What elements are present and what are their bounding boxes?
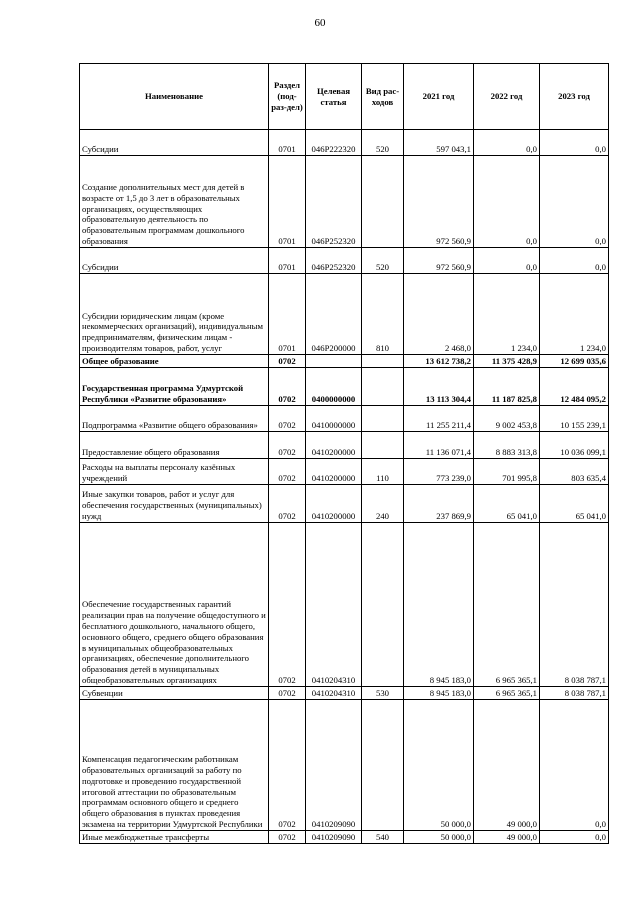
row-value-2023: 12 699 035,6 bbox=[540, 355, 609, 368]
row-value-2023: 10 155 239,1 bbox=[540, 406, 609, 432]
row-target: 046P200000 bbox=[306, 274, 362, 355]
row-value-2022: 8 883 313,8 bbox=[474, 432, 540, 459]
page-number: 60 bbox=[314, 17, 326, 29]
row-name bbox=[80, 700, 269, 831]
row-target: 046P252320 bbox=[306, 156, 362, 248]
row-name bbox=[80, 485, 269, 523]
row-kind: 530 bbox=[362, 687, 404, 700]
row-kind: 810 bbox=[362, 274, 404, 355]
row-value-2021: 50 000,0 bbox=[404, 831, 474, 844]
row-value-2021: 13 113 304,4 bbox=[404, 368, 474, 406]
row-target: 0410204310 bbox=[306, 523, 362, 687]
row-target: 0410000000 bbox=[306, 406, 362, 432]
row-value-2022: 0,0 bbox=[474, 130, 540, 156]
row-name bbox=[80, 406, 269, 432]
row-section: 0701 bbox=[269, 274, 306, 355]
row-value-2023: 12 484 095,2 bbox=[540, 368, 609, 406]
row-value-2022: 6 965 365,1 bbox=[474, 523, 540, 687]
row-kind bbox=[362, 355, 404, 368]
row-kind: 520 bbox=[362, 248, 404, 274]
row-name-text: Общее образование bbox=[82, 356, 159, 367]
row-value-2022: 49 000,0 bbox=[474, 700, 540, 831]
row-value-2022: 0,0 bbox=[474, 156, 540, 248]
row-name bbox=[80, 130, 269, 156]
row-section: 0702 bbox=[269, 831, 306, 844]
table-row bbox=[80, 130, 609, 156]
row-value-2021: 8 945 183,0 bbox=[404, 523, 474, 687]
row-section: 0702 bbox=[269, 406, 306, 432]
row-kind: 110 bbox=[362, 459, 404, 485]
row-kind bbox=[362, 523, 404, 687]
row-section: 0701 bbox=[269, 248, 306, 274]
row-target: 0410200000 bbox=[306, 485, 362, 523]
row-target bbox=[306, 355, 362, 368]
row-name bbox=[80, 831, 269, 844]
table-row bbox=[80, 485, 609, 523]
row-value-2022: 701 995,8 bbox=[474, 459, 540, 485]
row-value-2021: 597 043,1 bbox=[404, 130, 474, 156]
row-name-text: Подпрограмма «Развитие общего образования» bbox=[82, 420, 258, 431]
row-value-2023: 0,0 bbox=[540, 831, 609, 844]
row-value-2023: 8 038 787,1 bbox=[540, 687, 609, 700]
row-name-text: Субвенции bbox=[82, 688, 123, 699]
row-value-2023: 0,0 bbox=[540, 700, 609, 831]
row-value-2022: 49 000,0 bbox=[474, 831, 540, 844]
row-name-text: Государственная программа Удмуртской Республики «Развитие образования» bbox=[82, 383, 244, 405]
table-row bbox=[80, 432, 609, 459]
row-name bbox=[80, 355, 269, 368]
row-target: 0410204310 bbox=[306, 687, 362, 700]
row-name-text: Субсидии юридическим лицам (кроме некоммерческих организаций), индивидуальным предпринимателям, физическим лицам - производителям товаров, работ, услуг bbox=[82, 310, 263, 354]
row-value-2021: 237 869,9 bbox=[404, 485, 474, 523]
row-name-text: Предоставление общего образования bbox=[82, 447, 220, 458]
row-value-2022: 1 234,0 bbox=[474, 274, 540, 355]
header-name: Наименование bbox=[80, 64, 269, 130]
row-name bbox=[80, 523, 269, 687]
row-kind bbox=[362, 406, 404, 432]
row-section: 0701 bbox=[269, 156, 306, 248]
row-kind bbox=[362, 156, 404, 248]
table-row bbox=[80, 274, 609, 355]
row-kind bbox=[362, 432, 404, 459]
header-2023: 2023 год bbox=[540, 64, 609, 130]
table-row bbox=[80, 355, 609, 368]
row-section: 0702 bbox=[269, 687, 306, 700]
row-section: 0702 bbox=[269, 700, 306, 831]
row-kind: 240 bbox=[362, 485, 404, 523]
row-value-2021: 13 612 738,2 bbox=[404, 355, 474, 368]
row-target: 046P252320 bbox=[306, 248, 362, 274]
table-row bbox=[80, 406, 609, 432]
table-row bbox=[80, 248, 609, 274]
table-row bbox=[80, 156, 609, 248]
row-value-2023: 1 234,0 bbox=[540, 274, 609, 355]
row-section: 0702 bbox=[269, 368, 306, 406]
table-row bbox=[80, 368, 609, 406]
row-value-2021: 2 468,0 bbox=[404, 274, 474, 355]
row-kind bbox=[362, 700, 404, 831]
budget-table bbox=[79, 63, 609, 844]
header-2022: 2022 год bbox=[474, 64, 540, 130]
row-name bbox=[80, 156, 269, 248]
table-row bbox=[80, 459, 609, 485]
row-value-2022: 11 375 428,9 bbox=[474, 355, 540, 368]
header-kind: Вид рас-ходов bbox=[362, 64, 404, 130]
row-name-text: Иные межбюджетные трансферты bbox=[82, 832, 210, 843]
row-section: 0702 bbox=[269, 355, 306, 368]
row-value-2021: 972 560,9 bbox=[404, 248, 474, 274]
row-kind: 540 bbox=[362, 831, 404, 844]
table-body bbox=[80, 130, 609, 844]
table-row bbox=[80, 523, 609, 687]
row-value-2021: 8 945 183,0 bbox=[404, 687, 474, 700]
header-section: Раздел (под-раз-дел) bbox=[269, 64, 306, 130]
row-name bbox=[80, 274, 269, 355]
row-name bbox=[80, 248, 269, 274]
header-target: Целевая статья bbox=[306, 64, 362, 130]
row-target: 0410209090 bbox=[306, 831, 362, 844]
row-value-2023: 0,0 bbox=[540, 248, 609, 274]
row-name-text: Субсидии bbox=[82, 262, 119, 273]
table-row bbox=[80, 831, 609, 844]
row-name-text: Обеспечение государственных гарантий реализации прав на получение общедоступного и бесплатного дошкольного, начального общего, основного общего, среднего общего образования в муниципальных общеобразовательных организациях, обеспечение дополнительного образования детей в муниципальных общеобразовательных организациях bbox=[82, 599, 266, 686]
row-name-text: Субсидии bbox=[82, 144, 119, 155]
row-section: 0702 bbox=[269, 485, 306, 523]
row-value-2021: 773 239,0 bbox=[404, 459, 474, 485]
row-value-2021: 50 000,0 bbox=[404, 700, 474, 831]
row-value-2023: 803 635,4 bbox=[540, 459, 609, 485]
row-value-2022: 9 002 453,8 bbox=[474, 406, 540, 432]
row-name bbox=[80, 459, 269, 485]
row-target: 0410200000 bbox=[306, 459, 362, 485]
row-target: 046P222320 bbox=[306, 130, 362, 156]
row-value-2023: 10 036 099,1 bbox=[540, 432, 609, 459]
row-value-2021: 972 560,9 bbox=[404, 156, 474, 248]
row-value-2021: 11 136 071,4 bbox=[404, 432, 474, 459]
row-value-2022: 11 187 825,8 bbox=[474, 368, 540, 406]
row-section: 0702 bbox=[269, 459, 306, 485]
row-target: 0410200000 bbox=[306, 432, 362, 459]
row-name bbox=[80, 687, 269, 700]
row-value-2022: 65 041,0 bbox=[474, 485, 540, 523]
row-name bbox=[80, 368, 269, 406]
row-value-2021: 11 255 211,4 bbox=[404, 406, 474, 432]
table-header-row bbox=[80, 64, 609, 130]
row-name-text: Создание дополнительных мест для детей в возрасте от 1,5 до 3 лет в образовательных организациях, осуществляющих образовательную деятельность по образовательным программам дошкольного образования bbox=[82, 181, 245, 247]
row-section: 0702 bbox=[269, 432, 306, 459]
row-value-2022: 0,0 bbox=[474, 248, 540, 274]
table-row bbox=[80, 687, 609, 700]
row-name-text: Иные закупки товаров, работ и услуг для обеспечения государственных (муниципальных) нужд bbox=[82, 489, 262, 522]
table-row bbox=[80, 700, 609, 831]
row-target: 0400000000 bbox=[306, 368, 362, 406]
row-kind bbox=[362, 368, 404, 406]
row-name bbox=[80, 432, 269, 459]
row-value-2023: 8 038 787,1 bbox=[540, 523, 609, 687]
row-name-text: Компенсация педагогическим работникам образовательных организаций за работу по подготовке и проведению государственной итоговой аттестации по образовательным программам основного общего и среднего общего образования в пунктах проведения экзамена на территории Удмуртской Республики bbox=[82, 753, 263, 830]
row-target: 0410209090 bbox=[306, 700, 362, 831]
row-section: 0701 bbox=[269, 130, 306, 156]
row-section: 0702 bbox=[269, 523, 306, 687]
row-name-text: Расходы на выплаты персоналу казённых учреждений bbox=[82, 462, 236, 484]
row-kind: 520 bbox=[362, 130, 404, 156]
row-value-2022: 6 965 365,1 bbox=[474, 687, 540, 700]
header-2021: 2021 год bbox=[404, 64, 474, 130]
row-value-2023: 0,0 bbox=[540, 130, 609, 156]
row-value-2023: 65 041,0 bbox=[540, 485, 609, 523]
row-value-2023: 0,0 bbox=[540, 156, 609, 248]
